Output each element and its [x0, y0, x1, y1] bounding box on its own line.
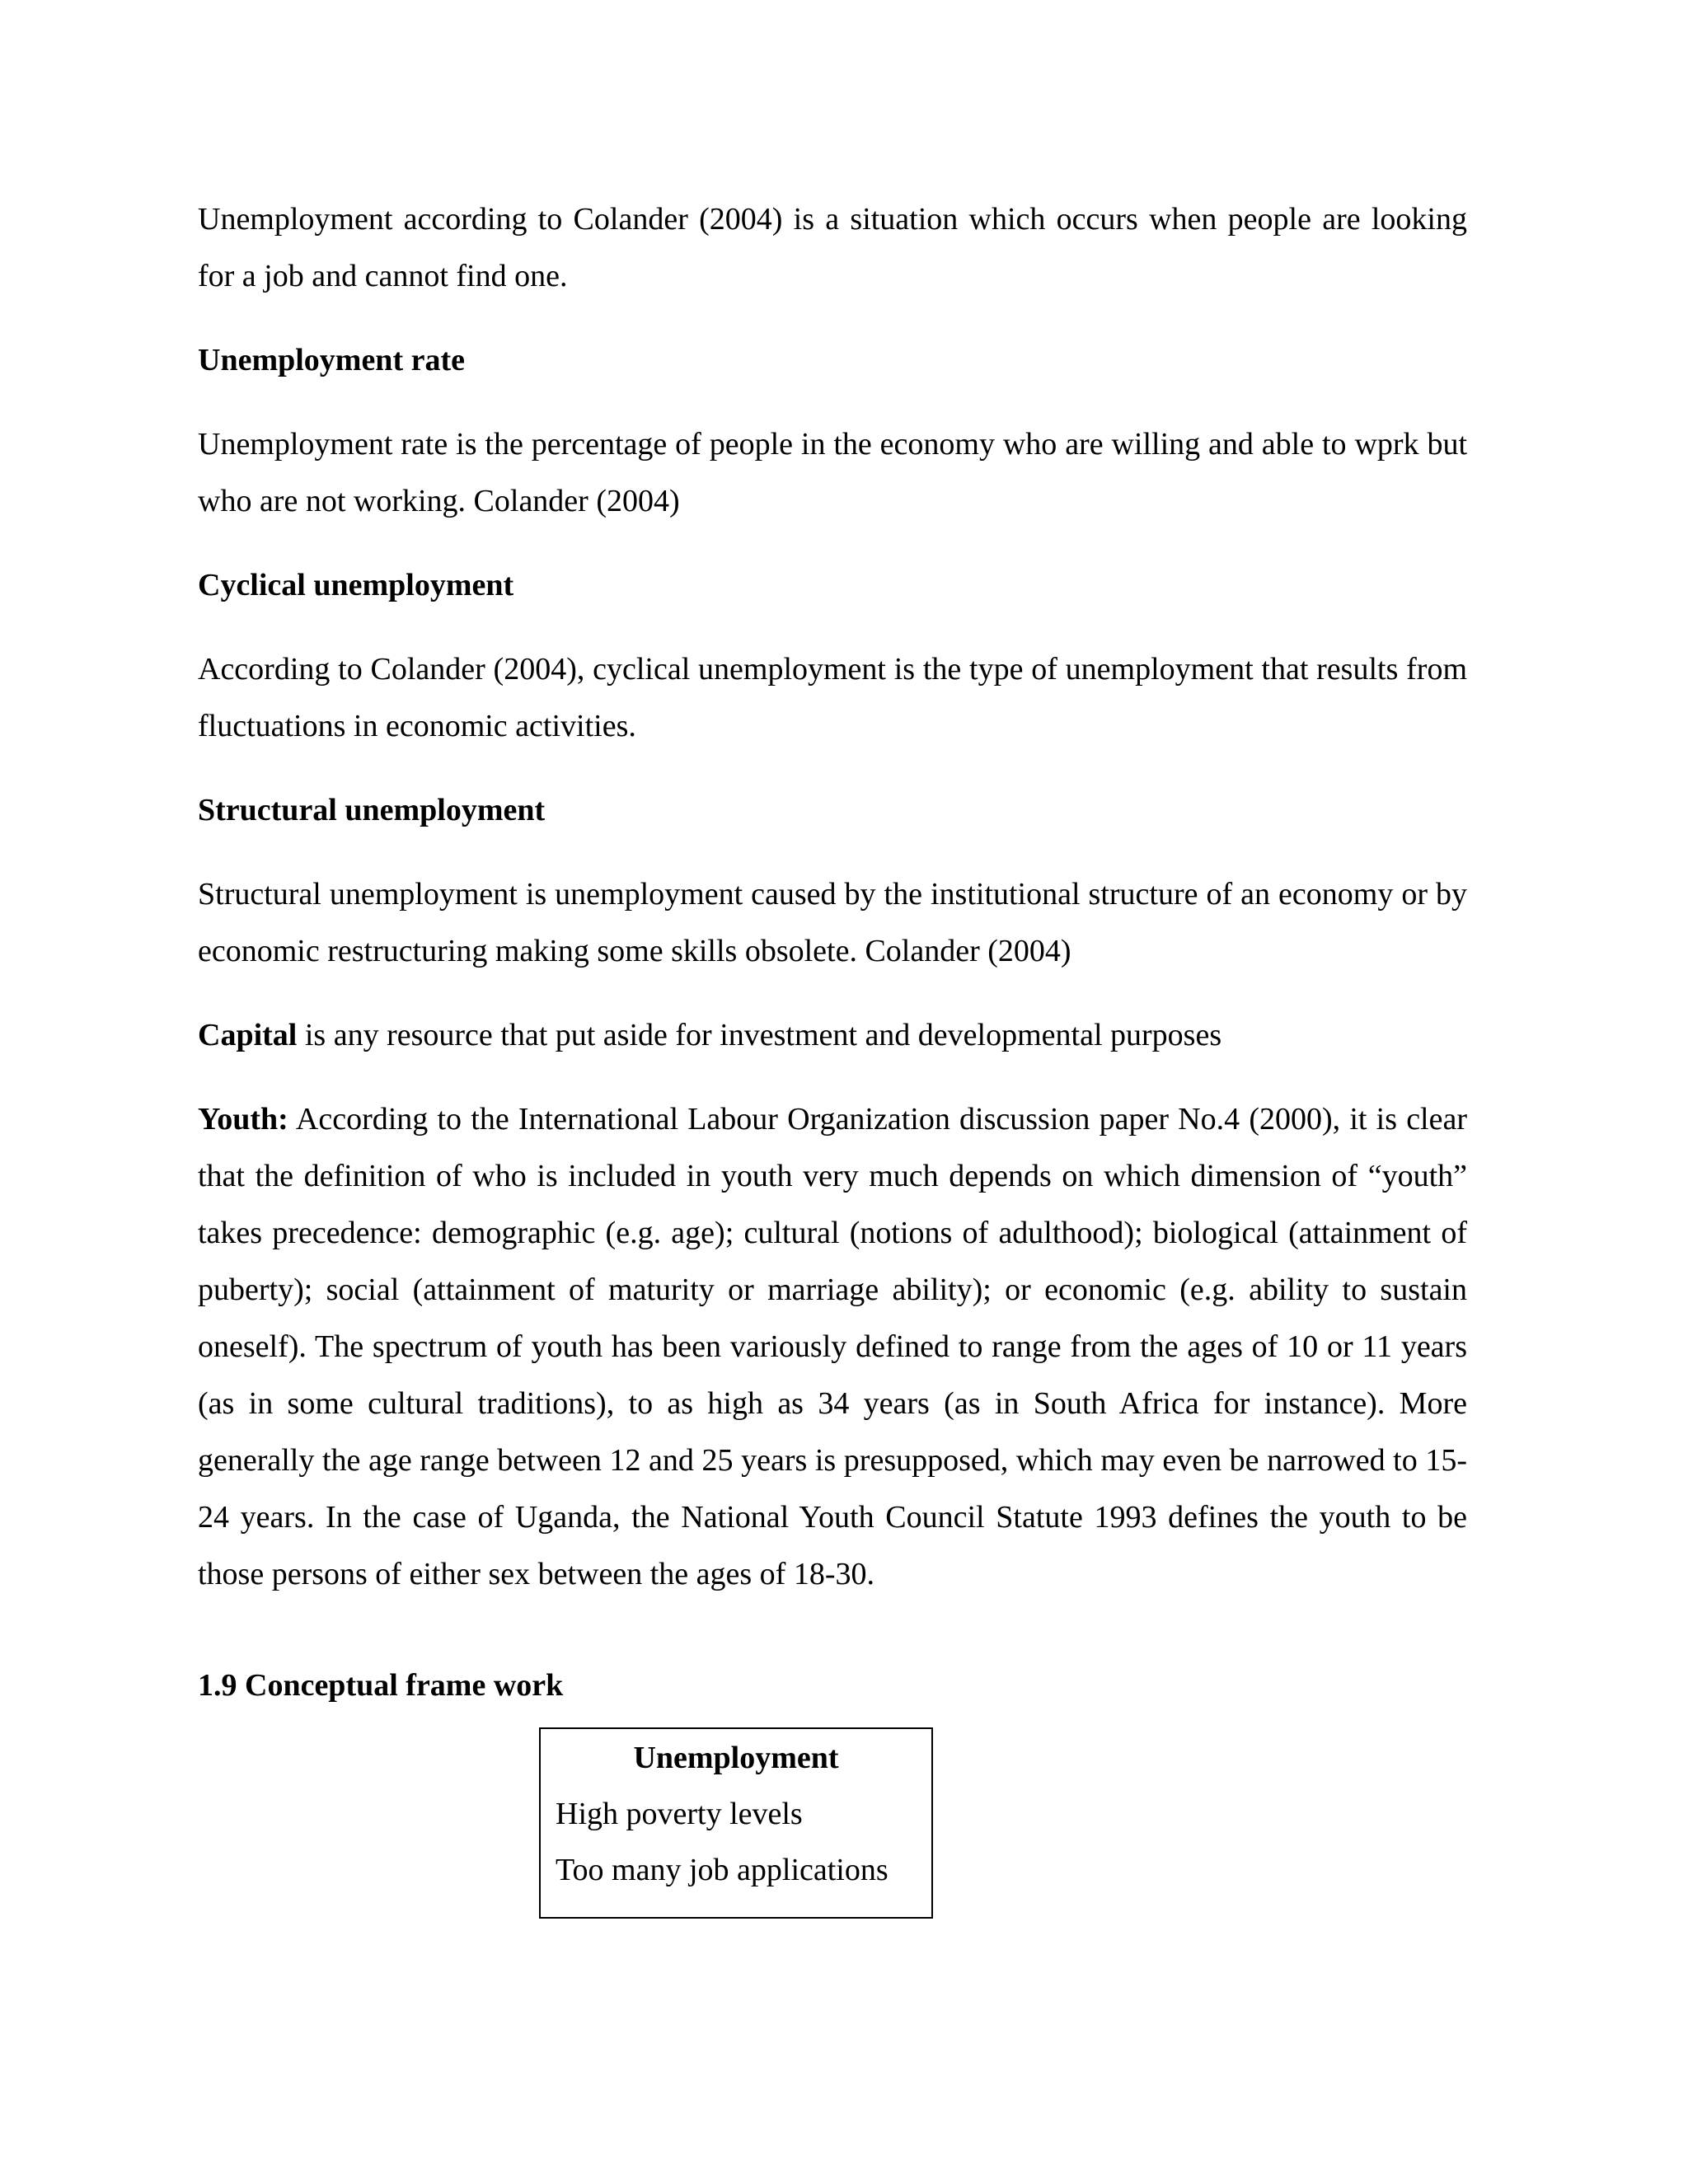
framework-item: High poverty levels	[556, 1797, 803, 1831]
youth-definition	[198, 1091, 1467, 1603]
cyclical-unemployment-definition: According to Colander (2004), cyclical unemployment is the type of unemployment that results from fluctuations in economic activities.	[198, 652, 1467, 743]
structural-unemployment-definition: Structural unemployment is unemployment caused by the institutional structure of an economy or by economic restructuring making some skills obsolete. Colander (2004)	[198, 877, 1467, 968]
capital-term: Capital	[198, 1018, 298, 1052]
framework-box-title: Unemployment	[633, 1741, 839, 1775]
conceptual-framework-heading: 1.9 Conceptual frame work	[198, 1668, 564, 1703]
capital-text: is any resource that put aside for investment and developmental purposes	[297, 1018, 1222, 1052]
heading-cyclical-unemployment: Cyclical unemployment	[198, 568, 514, 602]
framework-item: Too many job applications	[556, 1853, 889, 1887]
document-body	[198, 191, 1467, 1714]
youth-text: According to the International Labour Organization discussion paper No.4 (2000), it is clear that the definition of who is included in youth very much depends on which dimension of “youth” takes precedence: demographic (e.g. age); cultural (notions of adulthood); biological (attainment of puberty); social (attainment of maturity or marriage ability); or economic (e.g. ability to sustain oneself). The spectrum of youth has been variously defined to range from the ages of 10 or 11 years (as in some cultural traditions), to as high as 34 years (as in South Africa for instance). More generally the age range between 12 and 25 years is presupposed, which may even be narrowed to 15-24 years. In the case of Uganda, the National Youth Council Statute 1993 defines the youth to be those persons of either sex between the ages of 18-30.	[198, 1102, 1467, 1591]
unemployment-rate-definition: Unemployment rate is the percentage of people in the economy who are willing and able to wprk but who are not working. Colander (2004)	[198, 427, 1467, 518]
youth-term: Youth:	[198, 1102, 288, 1137]
heading-structural-unemployment: Structural unemployment	[198, 793, 546, 827]
capital-definition	[198, 1007, 1467, 1064]
conceptual-framework-box	[539, 1727, 933, 1919]
heading-unemployment-rate: Unemployment rate	[198, 343, 465, 377]
unemployment-definition: Unemployment according to Colander (2004) is a situation which occurs when people are looking for a job and cannot find one.	[198, 202, 1467, 293]
